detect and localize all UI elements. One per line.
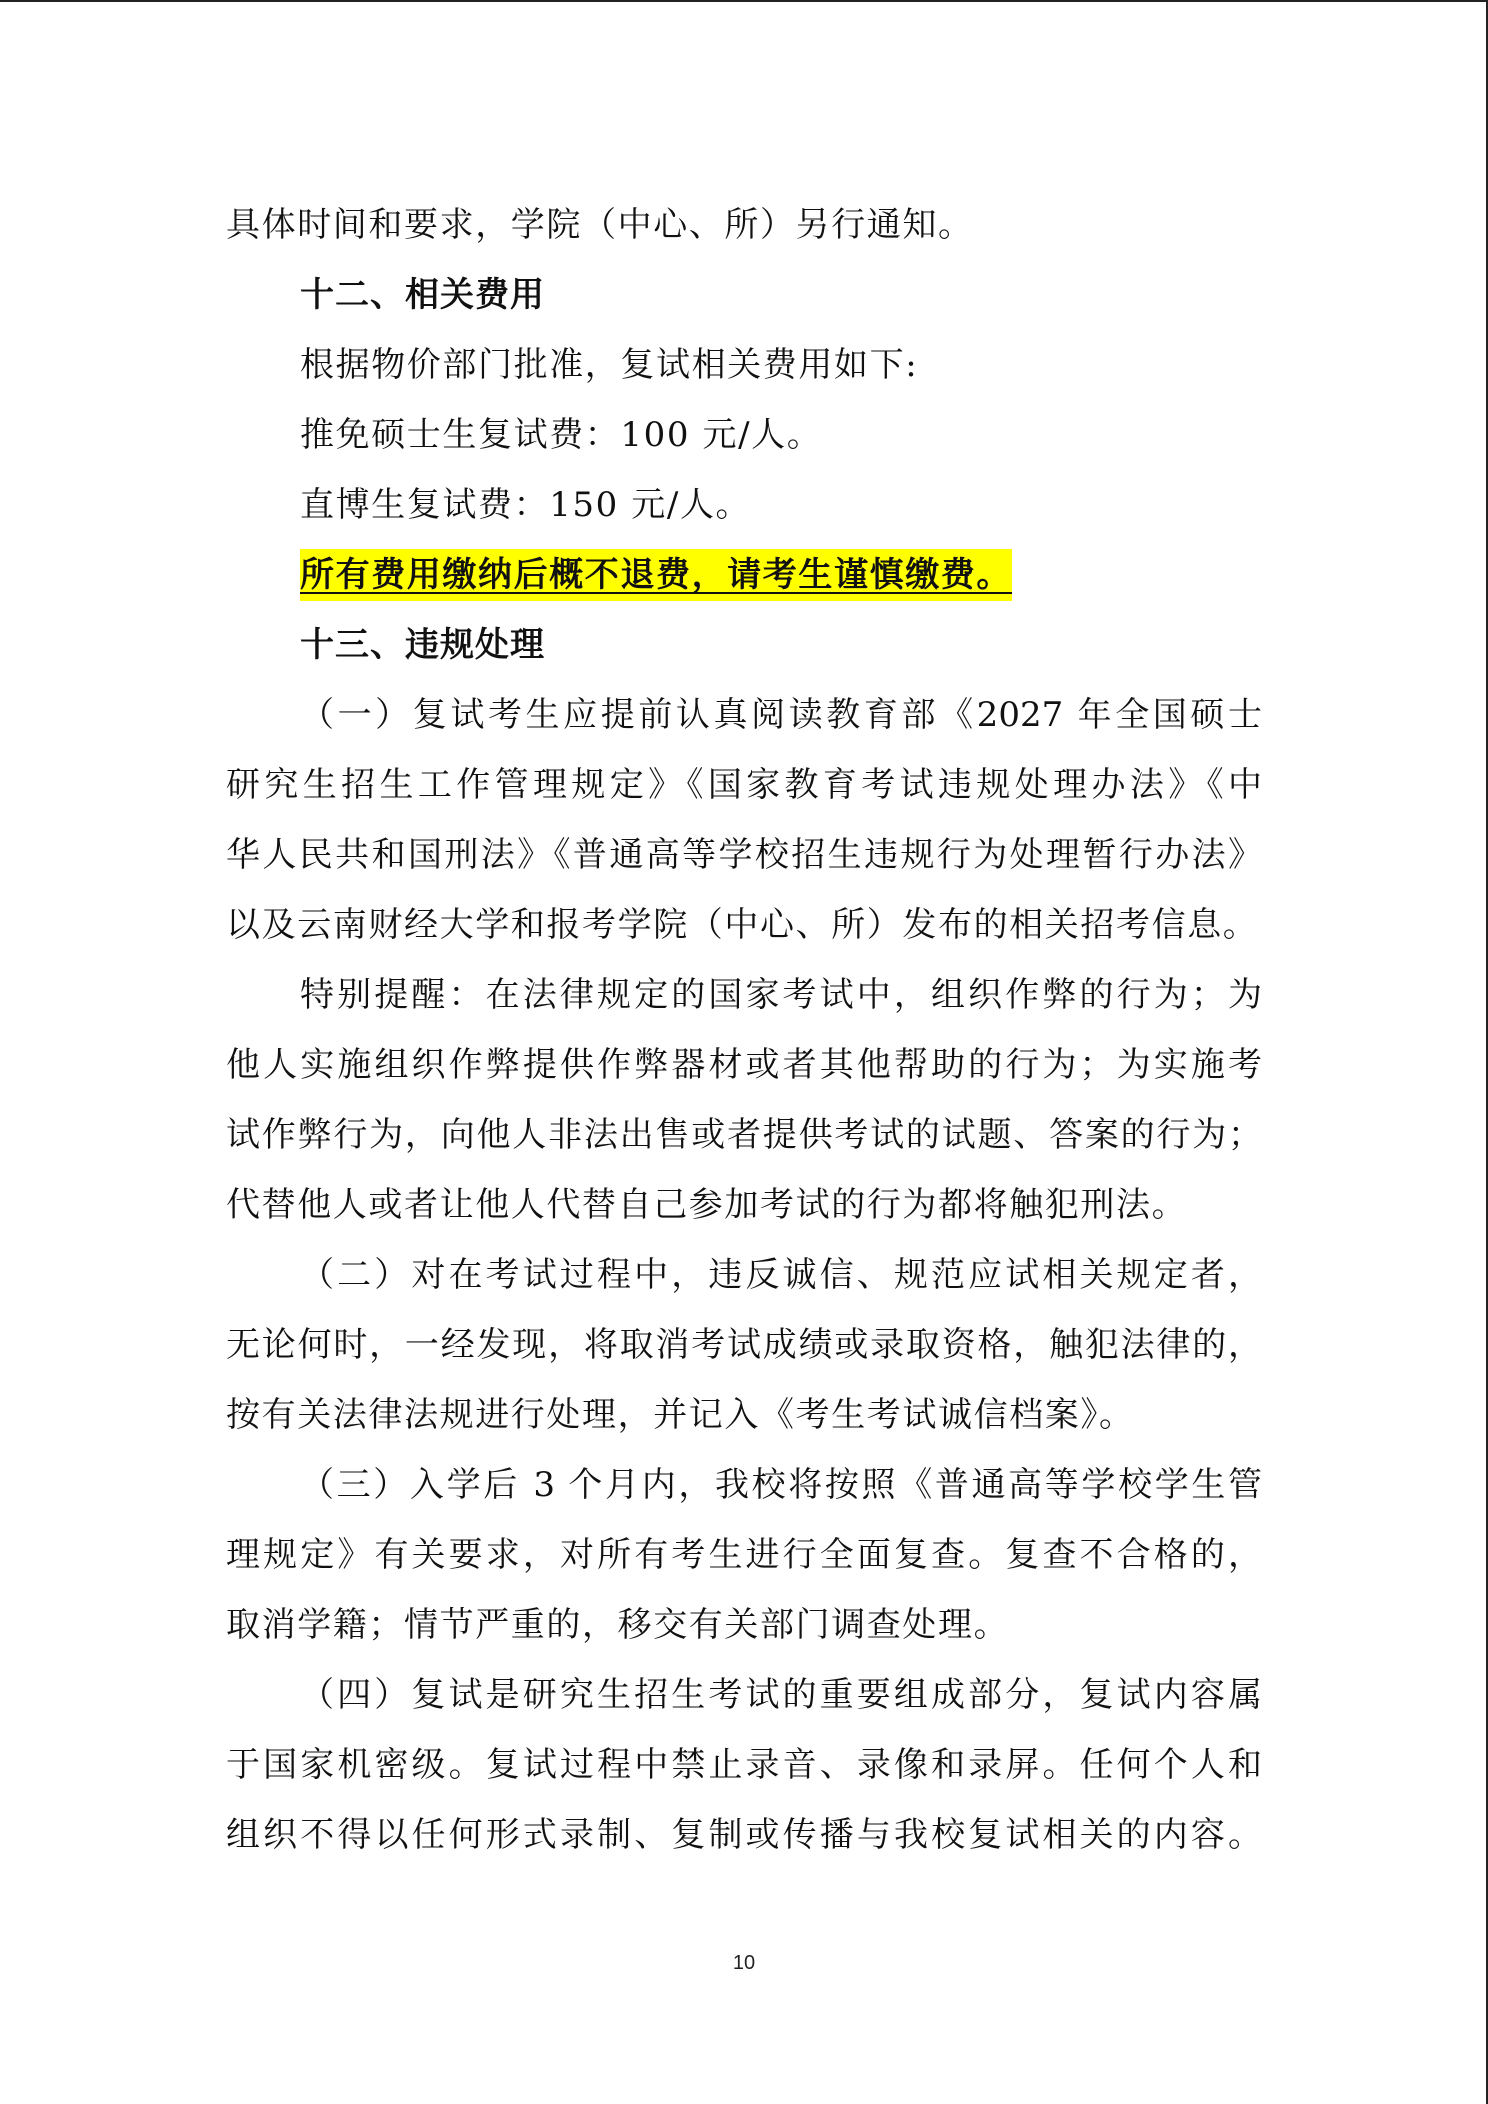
highlighted-notice-line xyxy=(226,540,1262,610)
page-border-top xyxy=(0,0,1488,2)
paragraph-line: 特别提醒：在法律规定的国家考试中，组织作弊的行为；为 xyxy=(300,975,1262,1015)
paragraph-line: 代替他人或者让他人代替自己参加考试的行为都将触犯刑法。 xyxy=(226,1185,1188,1225)
paragraph-line: （四）复试是研究生招生考试的重要组成部分，复试内容属 xyxy=(300,1675,1262,1715)
paragraph-line: 具体时间和要求，学院（中心、所）另行通知。 xyxy=(226,205,974,245)
paragraph-line: 组织不得以任何形式录制、复制或传播与我校复试相关的内容。 xyxy=(226,1815,1262,1855)
section-heading-fees: 十二、相关费用 xyxy=(300,275,545,315)
paragraph-line: 华人民共和国刑法》《普通高等学校招生违规行为处理暂行办法》 xyxy=(226,835,1262,875)
fee-item-direct-phd: 直博生复试费：150 元/人。 xyxy=(300,485,752,525)
paragraph-line: 取消学籍；情节严重的，移交有关部门调查处理。 xyxy=(226,1605,1010,1645)
paragraph-line: 根据物价部门批准，复试相关费用如下: xyxy=(300,345,919,385)
paragraph-line: 无论何时，一经发现，将取消考试成绩或录取资格，触犯法律的， xyxy=(226,1325,1262,1365)
paragraph-line: 试作弊行为，向他人非法出售或者提供考试的试题、答案的行为； xyxy=(226,1115,1262,1155)
section-heading-violations: 十三、违规处理 xyxy=(300,625,545,665)
paragraph-line: （三）入学后 3 个月内，我校将按照《普通高等学校学生管 xyxy=(300,1465,1262,1505)
paragraph-line: 于国家机密级。复试过程中禁止录音、录像和录屏。任何个人和 xyxy=(226,1745,1262,1785)
paragraph-line: 他人实施组织作弊提供作弊器材或者其他帮助的行为；为实施考 xyxy=(226,1045,1262,1085)
paragraph-line: （一）复试考生应提前认真阅读教育部《2027 年全国硕士 xyxy=(300,695,1262,735)
no-refund-notice: 所有费用缴纳后概不退费，请考生谨慎缴费。 xyxy=(300,549,1012,601)
paragraph-line: 理规定》有关要求，对所有考生进行全面复查。复查不合格的， xyxy=(226,1535,1262,1575)
paragraph-line: 按有关法律法规进行处理，并记入《考生考试诚信档案》。 xyxy=(226,1395,1135,1435)
document-body xyxy=(226,190,1262,1870)
paragraph-line: （二）对在考试过程中，违反诚信、规范应试相关规定者， xyxy=(300,1255,1262,1295)
paragraph-line: 研究生招生工作管理规定》《国家教育考试违规处理办法》《中 xyxy=(226,765,1262,805)
page-number: 10 xyxy=(732,1952,756,1974)
paragraph-line: 以及云南财经大学和报考学院（中心、所）发布的相关招考信息。 xyxy=(226,905,1259,945)
fee-item-recommended-master: 推免硕士生复试费：100 元/人。 xyxy=(300,415,823,455)
